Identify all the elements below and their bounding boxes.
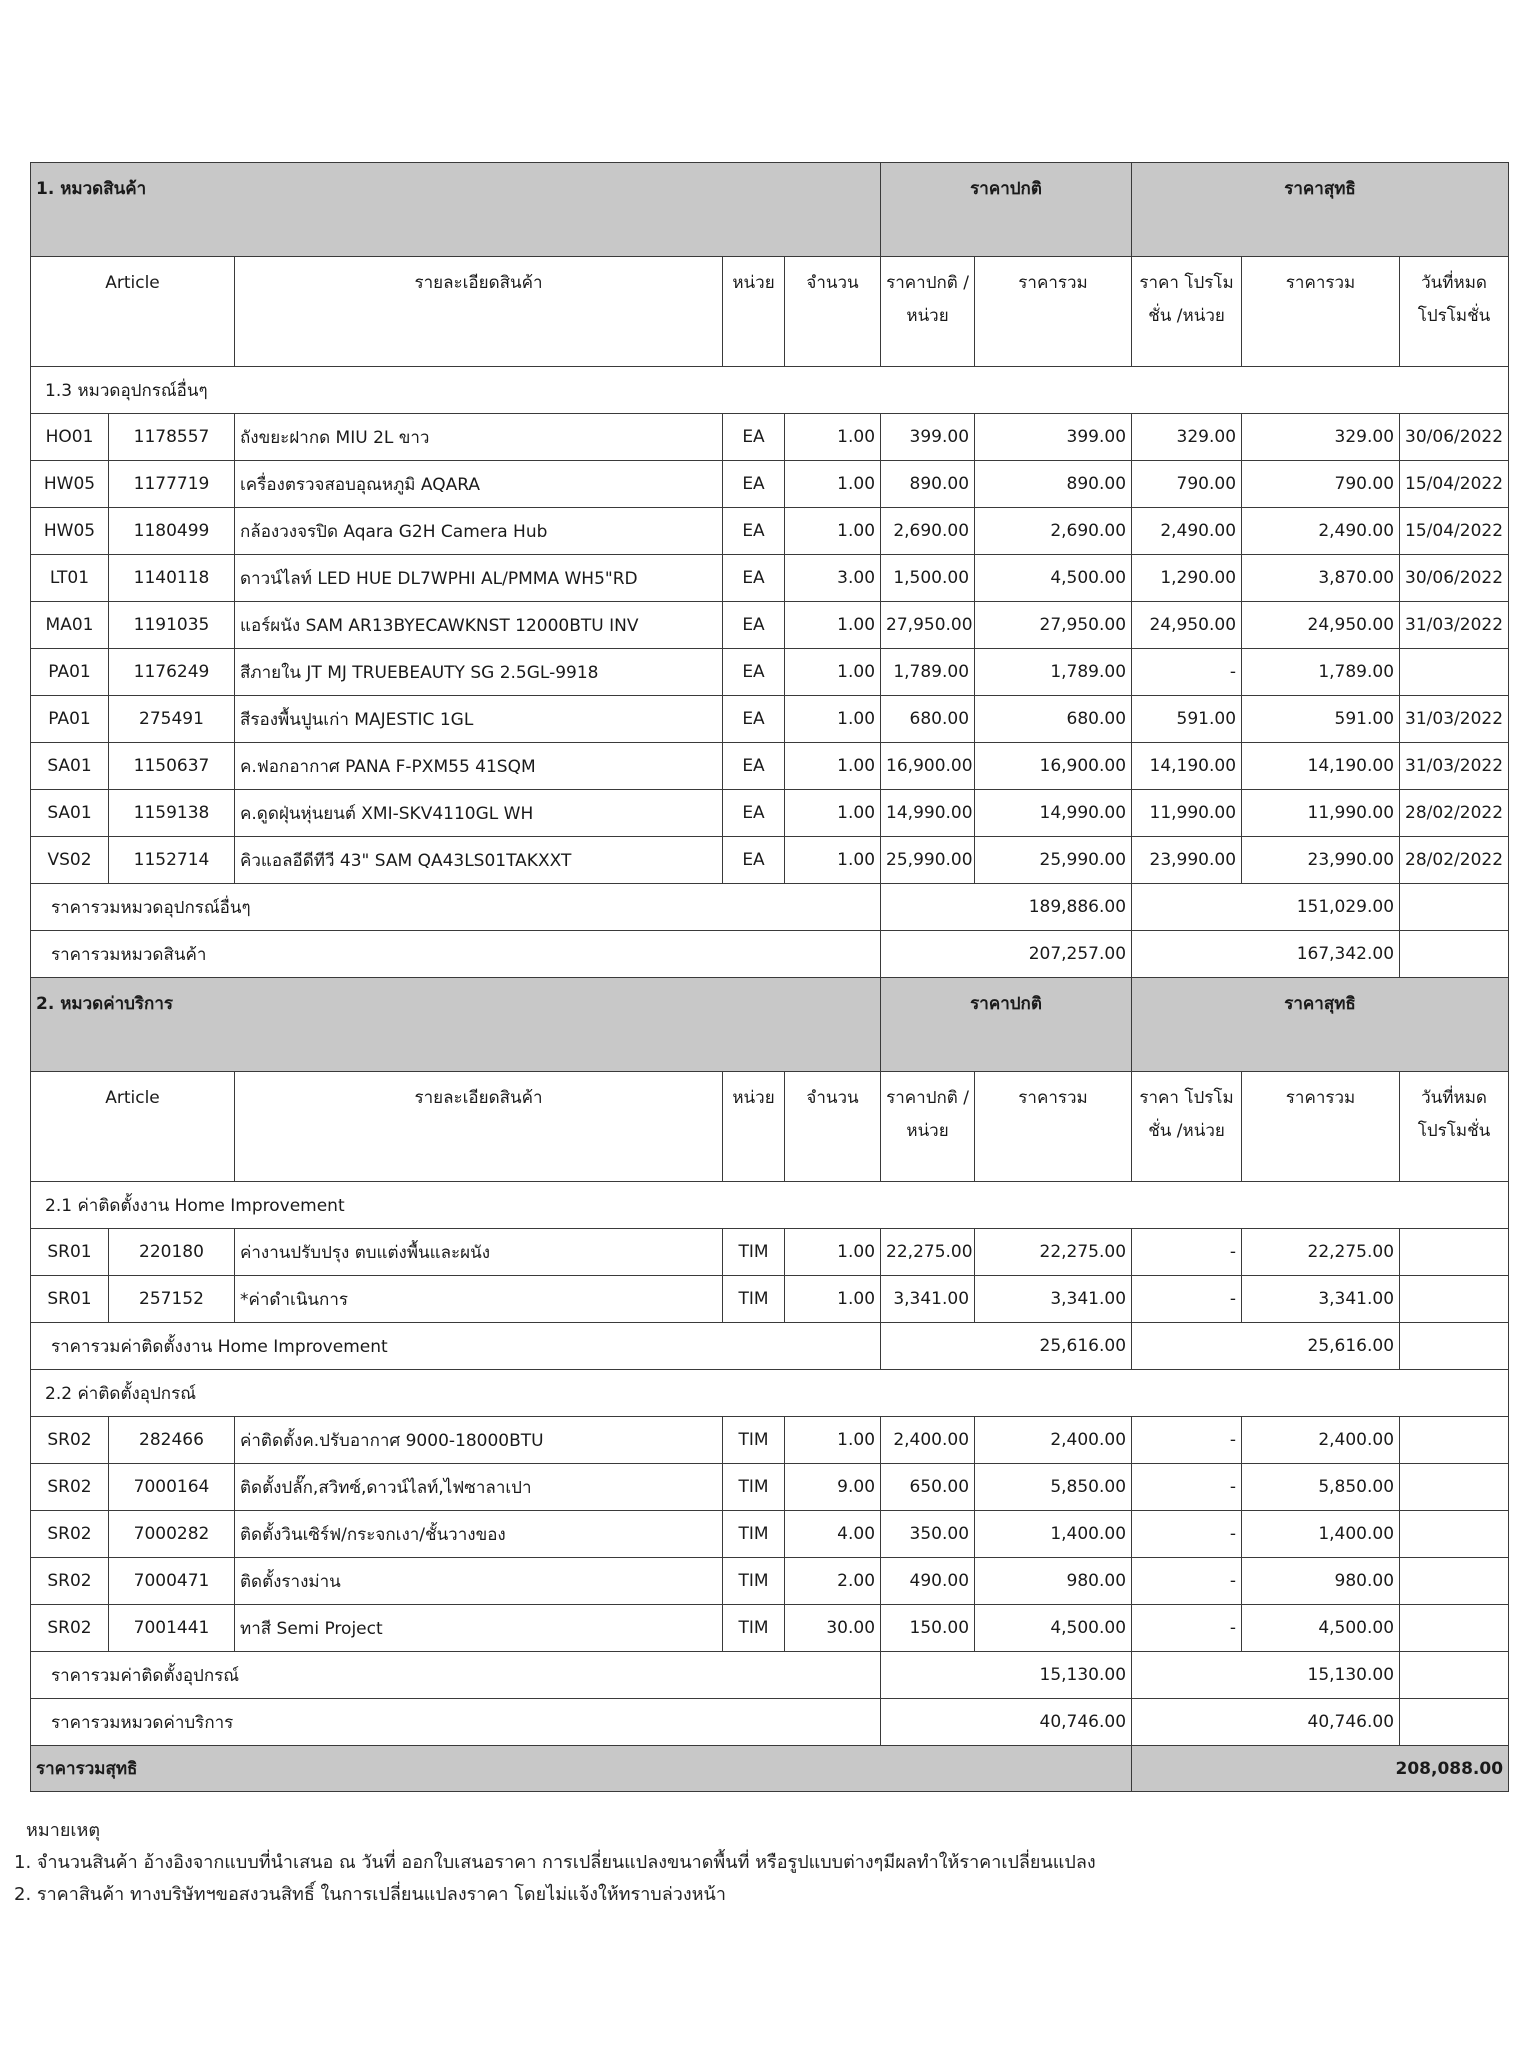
item-code: SR02 [31, 1464, 109, 1511]
item-promo-end [1400, 1511, 1509, 1558]
item-row [31, 649, 1509, 696]
item-promo-price: 329.00 [1132, 414, 1242, 461]
col-net-total: ราคารวม [1242, 1072, 1400, 1182]
subtotal-empty [1400, 931, 1509, 978]
item-qty: 3.00 [785, 555, 881, 602]
subtotal-row [31, 931, 1509, 978]
subtotal-net: 40,746.00 [1132, 1699, 1400, 1746]
item-article: 220180 [109, 1229, 235, 1276]
item-article: 1178557 [109, 414, 235, 461]
item-code: SR02 [31, 1511, 109, 1558]
item-promo-end [1400, 649, 1509, 696]
item-article: 1180499 [109, 508, 235, 555]
item-row [31, 414, 1509, 461]
item-unit-price: 22,275.00 [881, 1229, 975, 1276]
item-promo-price: 2,490.00 [1132, 508, 1242, 555]
item-net-total: 5,850.00 [1242, 1464, 1400, 1511]
subtotal-row [31, 884, 1509, 931]
item-code: PA01 [31, 696, 109, 743]
item-promo-end: 31/03/2022 [1400, 696, 1509, 743]
subcategory-header [31, 1370, 1509, 1417]
item-description: กล้องวงจรปิด Aqara G2H Camera Hub [235, 508, 723, 555]
item-net-total: 24,950.00 [1242, 602, 1400, 649]
item-description: คิวแอลอีดีทีวี 43" SAM QA43LS01TAKXXT [235, 837, 723, 884]
item-net-total: 980.00 [1242, 1558, 1400, 1605]
item-article: 1176249 [109, 649, 235, 696]
item-row [31, 696, 1509, 743]
item-qty: 1.00 [785, 602, 881, 649]
subtotal-regular: 189,886.00 [881, 884, 1132, 931]
item-article: 1191035 [109, 602, 235, 649]
item-unit-price: 1,789.00 [881, 649, 975, 696]
item-promo-price: 14,190.00 [1132, 743, 1242, 790]
item-unit-price: 650.00 [881, 1464, 975, 1511]
item-net-total: 14,190.00 [1242, 743, 1400, 790]
item-description: ติดตั้งปลั๊ก,สวิทซ์,ดาวน์ไลท์,ไฟซาลาเปา [235, 1464, 723, 1511]
subtotal-row [31, 1323, 1509, 1370]
item-row [31, 1605, 1509, 1652]
item-total: 5,850.00 [975, 1464, 1132, 1511]
subtotal-label: ราคารวมหมวดสินค้า [31, 931, 881, 978]
section-title: 2. หมวดค่าบริการ [31, 978, 881, 1072]
item-total: 890.00 [975, 461, 1132, 508]
item-promo-end: 28/02/2022 [1400, 790, 1509, 837]
item-description: ติดตั้งวินเซิร์ฟ/กระจกเงา/ชั้นวางของ [235, 1511, 723, 1558]
item-total: 4,500.00 [975, 555, 1132, 602]
item-qty: 1.00 [785, 1229, 881, 1276]
col-total: ราคารวม [975, 1072, 1132, 1182]
item-unit: EA [723, 837, 785, 884]
item-row [31, 1276, 1509, 1323]
subtotal-empty [1400, 1323, 1509, 1370]
item-promo-end [1400, 1276, 1509, 1323]
item-promo-end: 31/03/2022 [1400, 743, 1509, 790]
item-qty: 1.00 [785, 508, 881, 555]
item-code: VS02 [31, 837, 109, 884]
item-total: 27,950.00 [975, 602, 1132, 649]
item-total: 25,990.00 [975, 837, 1132, 884]
item-net-total: 1,400.00 [1242, 1511, 1400, 1558]
item-unit: EA [723, 414, 785, 461]
note-item-2: 2. ราคาสินค้า ทางบริษัทฯขอสงวนสิทธิ์ ในการเปลี่ยนแปลงราคา โดยไม่แจ้งให้ทราบล่วงหน้า [14, 1884, 726, 1905]
item-unit: EA [723, 649, 785, 696]
notes-block [14, 1815, 1514, 1911]
item-unit: EA [723, 508, 785, 555]
item-code: SR01 [31, 1229, 109, 1276]
item-promo-end: 28/02/2022 [1400, 837, 1509, 884]
subtotal-regular: 25,616.00 [881, 1323, 1132, 1370]
item-description: สีภายใน JT MJ TRUEBEAUTY SG 2.5GL-9918 [235, 649, 723, 696]
item-code: HW05 [31, 461, 109, 508]
item-promo-end [1400, 1605, 1509, 1652]
item-article: 1177719 [109, 461, 235, 508]
item-net-total: 3,341.00 [1242, 1276, 1400, 1323]
item-row [31, 837, 1509, 884]
item-row [31, 1558, 1509, 1605]
subtotal-label: ราคารวมหมวดอุปกรณ์อื่นๆ [31, 884, 881, 931]
item-promo-end [1400, 1558, 1509, 1605]
item-unit: TIM [723, 1276, 785, 1323]
item-unit: TIM [723, 1511, 785, 1558]
subcategory-title: 1.3 หมวดอุปกรณ์อื่นๆ [31, 367, 1509, 414]
item-qty: 30.00 [785, 1605, 881, 1652]
subtotal-empty [1400, 884, 1509, 931]
item-description: ถังขยะฝากด MIU 2L ขาว [235, 414, 723, 461]
item-net-total: 329.00 [1242, 414, 1400, 461]
item-description: *ค่าดำเนินการ [235, 1276, 723, 1323]
item-description: ติดตั้งรางม่าน [235, 1558, 723, 1605]
item-article: 1140118 [109, 555, 235, 602]
net-price-group: ราคาสุทธิ [1132, 978, 1509, 1072]
item-row [31, 1464, 1509, 1511]
subtotal-label: ราคารวมหมวดค่าบริการ [31, 1699, 881, 1746]
item-unit-price: 3,341.00 [881, 1276, 975, 1323]
subtotal-row [31, 1699, 1509, 1746]
item-total: 22,275.00 [975, 1229, 1132, 1276]
col-detail: รายละเอียดสินค้า [235, 257, 723, 367]
item-unit-price: 14,990.00 [881, 790, 975, 837]
item-qty: 1.00 [785, 649, 881, 696]
col-qty: จำนวน [785, 257, 881, 367]
item-qty: 1.00 [785, 1417, 881, 1464]
item-total: 1,789.00 [975, 649, 1132, 696]
col-unit-price: ราคาปกติ /หน่วย [881, 1072, 975, 1182]
item-unit-price: 25,990.00 [881, 837, 975, 884]
item-promo-price: - [1132, 1605, 1242, 1652]
subcategory-header [31, 1182, 1509, 1229]
item-row [31, 1417, 1509, 1464]
item-article: 282466 [109, 1417, 235, 1464]
item-total: 14,990.00 [975, 790, 1132, 837]
grand-total-row [31, 1746, 1509, 1792]
item-unit: TIM [723, 1229, 785, 1276]
subtotal-net: 151,029.00 [1132, 884, 1400, 931]
col-unit: หน่วย [723, 257, 785, 367]
grand-total-label: ราคารวมสุทธิ [31, 1746, 1132, 1792]
item-net-total: 22,275.00 [1242, 1229, 1400, 1276]
item-qty: 1.00 [785, 696, 881, 743]
item-total: 2,690.00 [975, 508, 1132, 555]
subcategory-title: 2.1 ค่าติดตั้งงาน Home Improvement [31, 1182, 1509, 1229]
item-promo-price: 11,990.00 [1132, 790, 1242, 837]
item-description: สีรองพื้นปูนเก่า MAJESTIC 1GL [235, 696, 723, 743]
item-qty: 9.00 [785, 1464, 881, 1511]
net-price-group: ราคาสุทธิ [1132, 163, 1509, 257]
item-promo-end [1400, 1229, 1509, 1276]
item-promo-price: - [1132, 1511, 1242, 1558]
col-promo-end: วันที่หมด โปรโมชั่น [1400, 257, 1509, 367]
item-article: 275491 [109, 696, 235, 743]
item-unit-price: 890.00 [881, 461, 975, 508]
item-net-total: 23,990.00 [1242, 837, 1400, 884]
section-header [31, 163, 1509, 257]
item-qty: 1.00 [785, 837, 881, 884]
item-description: ค่าติดตั้งค.ปรับอากาศ 9000-18000BTU [235, 1417, 723, 1464]
column-header-row [31, 257, 1509, 367]
subtotal-regular: 40,746.00 [881, 1699, 1132, 1746]
item-unit-price: 490.00 [881, 1558, 975, 1605]
item-unit-price: 2,400.00 [881, 1417, 975, 1464]
item-total: 4,500.00 [975, 1605, 1132, 1652]
item-unit-price: 150.00 [881, 1605, 975, 1652]
item-promo-price: - [1132, 1229, 1242, 1276]
item-description: เครื่องตรวจสอบอุณหภูมิ AQARA [235, 461, 723, 508]
item-promo-end [1400, 1464, 1509, 1511]
item-code: SR01 [31, 1276, 109, 1323]
item-unit: TIM [723, 1558, 785, 1605]
subtotal-regular: 207,257.00 [881, 931, 1132, 978]
subtotal-label: ราคารวมค่าติดตั้งงาน Home Improvement [31, 1323, 881, 1370]
item-promo-price: 24,950.00 [1132, 602, 1242, 649]
item-net-total: 591.00 [1242, 696, 1400, 743]
item-promo-end [1400, 1417, 1509, 1464]
item-total: 2,400.00 [975, 1417, 1132, 1464]
item-qty: 1.00 [785, 461, 881, 508]
regular-price-group: ราคาปกติ [881, 163, 1132, 257]
item-code: SR02 [31, 1417, 109, 1464]
item-unit-price: 1,500.00 [881, 555, 975, 602]
subtotal-empty [1400, 1699, 1509, 1746]
grand-total-value: 208,088.00 [1132, 1746, 1509, 1792]
item-qty: 2.00 [785, 1558, 881, 1605]
column-header-row [31, 1072, 1509, 1182]
item-unit: TIM [723, 1605, 785, 1652]
quotation-table-body [31, 163, 1509, 1792]
item-code: PA01 [31, 649, 109, 696]
item-promo-end: 15/04/2022 [1400, 508, 1509, 555]
notes-title: หมายเหตุ [26, 1820, 101, 1841]
col-total: ราคารวม [975, 257, 1132, 367]
item-article: 7000282 [109, 1511, 235, 1558]
item-unit-price: 27,950.00 [881, 602, 975, 649]
item-description: ค.ฟอกอากาศ PANA F-PXM55 41SQM [235, 743, 723, 790]
col-article: Article [31, 257, 235, 367]
subtotal-net: 15,130.00 [1132, 1652, 1400, 1699]
item-total: 3,341.00 [975, 1276, 1132, 1323]
item-total: 680.00 [975, 696, 1132, 743]
item-unit: EA [723, 790, 785, 837]
regular-price-group: ราคาปกติ [881, 978, 1132, 1072]
item-code: SR02 [31, 1605, 109, 1652]
item-promo-price: 790.00 [1132, 461, 1242, 508]
item-unit: EA [723, 555, 785, 602]
item-article: 7000471 [109, 1558, 235, 1605]
subtotal-regular: 15,130.00 [881, 1652, 1132, 1699]
item-promo-price: - [1132, 649, 1242, 696]
item-promo-end: 30/06/2022 [1400, 414, 1509, 461]
item-promo-price: - [1132, 1558, 1242, 1605]
item-qty: 1.00 [785, 414, 881, 461]
col-promo-price: ราคา โปรโมชั่น /หน่วย [1132, 257, 1242, 367]
col-net-total: ราคารวม [1242, 257, 1400, 367]
item-promo-price: - [1132, 1464, 1242, 1511]
section-header [31, 978, 1509, 1072]
item-net-total: 2,400.00 [1242, 1417, 1400, 1464]
item-description: ทาสี Semi Project [235, 1605, 723, 1652]
item-unit-price: 399.00 [881, 414, 975, 461]
item-unit-price: 16,900.00 [881, 743, 975, 790]
item-article: 1152714 [109, 837, 235, 884]
item-unit: EA [723, 602, 785, 649]
subcategory-header [31, 367, 1509, 414]
col-unit-price: ราคาปกติ /หน่วย [881, 257, 975, 367]
item-net-total: 3,870.00 [1242, 555, 1400, 602]
item-code: LT01 [31, 555, 109, 602]
item-row [31, 743, 1509, 790]
subcategory-title: 2.2 ค่าติดตั้งอุปกรณ์ [31, 1370, 1509, 1417]
col-article: Article [31, 1072, 235, 1182]
item-description: ดาวน์ไลท์ LED HUE DL7WPHI AL/PMMA WH5"RD [235, 555, 723, 602]
item-unit: EA [723, 743, 785, 790]
col-detail: รายละเอียดสินค้า [235, 1072, 723, 1182]
item-unit-price: 680.00 [881, 696, 975, 743]
item-total: 16,900.00 [975, 743, 1132, 790]
item-article: 1159138 [109, 790, 235, 837]
item-promo-price: 591.00 [1132, 696, 1242, 743]
item-total: 399.00 [975, 414, 1132, 461]
item-description: ค่างานปรับปรุง ตบแต่งพื้นและผนัง [235, 1229, 723, 1276]
item-row [31, 790, 1509, 837]
item-article: 1150637 [109, 743, 235, 790]
item-unit-price: 350.00 [881, 1511, 975, 1558]
item-promo-end: 30/06/2022 [1400, 555, 1509, 602]
col-promo-end: วันที่หมด โปรโมชั่น [1400, 1072, 1509, 1182]
item-row [31, 1229, 1509, 1276]
item-row [31, 602, 1509, 649]
item-code: HW05 [31, 508, 109, 555]
item-unit-price: 2,690.00 [881, 508, 975, 555]
item-row [31, 461, 1509, 508]
col-promo-price: ราคา โปรโมชั่น /หน่วย [1132, 1072, 1242, 1182]
note-item-1: 1. จำนวนสินค้า อ้างอิงจากแบบที่นำเสนอ ณ วันที่ ออกใบเสนอราคา การเปลี่ยนแปลงขนาดพื้นที่ หรือรูปแบบต่างๆมีผลทำให้ราคาเปลี่ยนแปลง [14, 1852, 1096, 1873]
item-total: 1,400.00 [975, 1511, 1132, 1558]
item-unit: TIM [723, 1464, 785, 1511]
item-net-total: 2,490.00 [1242, 508, 1400, 555]
item-article: 7001441 [109, 1605, 235, 1652]
item-net-total: 1,789.00 [1242, 649, 1400, 696]
item-net-total: 790.00 [1242, 461, 1400, 508]
item-row [31, 555, 1509, 602]
item-code: SA01 [31, 743, 109, 790]
item-qty: 1.00 [785, 743, 881, 790]
section-title: 1. หมวดสินค้า [31, 163, 881, 257]
item-description: แอร์ผนัง SAM AR13BYECAWKNST 12000BTU INV [235, 602, 723, 649]
item-net-total: 11,990.00 [1242, 790, 1400, 837]
subtotal-label: ราคารวมค่าติดตั้งอุปกรณ์ [31, 1652, 881, 1699]
item-unit: TIM [723, 1417, 785, 1464]
item-code: SA01 [31, 790, 109, 837]
item-code: SR02 [31, 1558, 109, 1605]
item-net-total: 4,500.00 [1242, 1605, 1400, 1652]
item-qty: 1.00 [785, 1276, 881, 1323]
item-promo-price: 23,990.00 [1132, 837, 1242, 884]
item-article: 257152 [109, 1276, 235, 1323]
item-promo-end: 15/04/2022 [1400, 461, 1509, 508]
col-unit: หน่วย [723, 1072, 785, 1182]
item-article: 7000164 [109, 1464, 235, 1511]
item-unit: EA [723, 696, 785, 743]
subtotal-row [31, 1652, 1509, 1699]
quotation-table [30, 162, 1509, 1792]
item-promo-price: - [1132, 1276, 1242, 1323]
subtotal-net: 25,616.00 [1132, 1323, 1400, 1370]
item-row [31, 508, 1509, 555]
item-qty: 4.00 [785, 1511, 881, 1558]
item-promo-price: 1,290.00 [1132, 555, 1242, 602]
item-row [31, 1511, 1509, 1558]
item-description: ค.ดูดฝุ่นหุ่นยนต์ XMI-SKV4110GL WH [235, 790, 723, 837]
item-code: HO01 [31, 414, 109, 461]
item-qty: 1.00 [785, 790, 881, 837]
item-unit: EA [723, 461, 785, 508]
subtotal-net: 167,342.00 [1132, 931, 1400, 978]
subtotal-empty [1400, 1652, 1509, 1699]
item-promo-end: 31/03/2022 [1400, 602, 1509, 649]
item-promo-price: - [1132, 1417, 1242, 1464]
item-code: MA01 [31, 602, 109, 649]
item-total: 980.00 [975, 1558, 1132, 1605]
col-qty: จำนวน [785, 1072, 881, 1182]
